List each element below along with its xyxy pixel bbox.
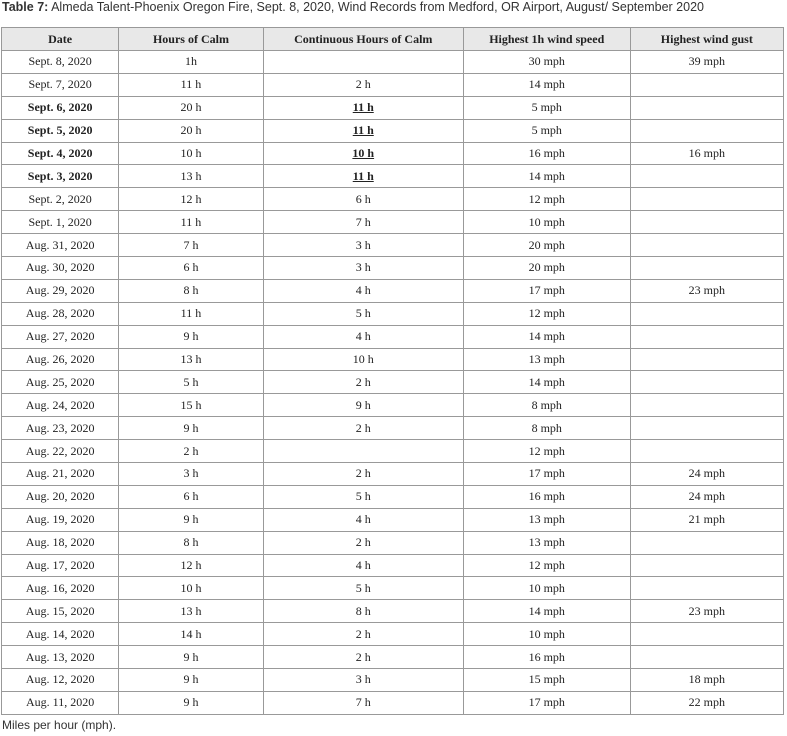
hours-of-calm-cell: 13 h	[119, 600, 263, 623]
highest-wind-gust-cell	[630, 302, 783, 325]
hours-of-calm-cell: 8 h	[119, 279, 263, 302]
header-date: Date	[2, 28, 119, 51]
highest-1h-wind-speed-cell: 17 mph	[463, 691, 630, 714]
hours-of-calm-cell: 9 h	[119, 646, 263, 669]
date-cell: Sept. 1, 2020	[2, 211, 119, 234]
hours-of-calm-cell: 2 h	[119, 440, 263, 463]
continuous-hours-of-calm-cell	[263, 51, 463, 74]
continuous-hours-of-calm-cell: 2 h	[263, 371, 463, 394]
hours-of-calm-cell: 14 h	[119, 623, 263, 646]
highest-1h-wind-speed-cell: 12 mph	[463, 554, 630, 577]
highest-wind-gust-cell	[630, 417, 783, 440]
date-cell: Aug. 18, 2020	[2, 531, 119, 554]
highest-wind-gust-cell	[630, 646, 783, 669]
continuous-hours-of-calm-cell: 4 h	[263, 279, 463, 302]
header-highest-1h-wind-speed: Highest 1h wind speed	[463, 28, 630, 51]
highest-wind-gust-cell: 23 mph	[630, 600, 783, 623]
date-cell: Aug. 27, 2020	[2, 325, 119, 348]
date-cell: Sept. 8, 2020	[2, 51, 119, 74]
table-row	[2, 302, 784, 325]
date-cell: Aug. 26, 2020	[2, 348, 119, 371]
hours-of-calm-cell: 13 h	[119, 348, 263, 371]
hours-of-calm-cell: 20 h	[119, 119, 263, 142]
hours-of-calm-cell: 9 h	[119, 508, 263, 531]
highest-1h-wind-speed-cell: 5 mph	[463, 96, 630, 119]
date-cell: Aug. 17, 2020	[2, 554, 119, 577]
highest-1h-wind-speed-cell: 5 mph	[463, 119, 630, 142]
table-body	[2, 51, 784, 715]
highest-wind-gust-cell	[630, 554, 783, 577]
table-row	[2, 577, 784, 600]
highest-1h-wind-speed-cell: 20 mph	[463, 257, 630, 280]
hours-of-calm-cell: 10 h	[119, 142, 263, 165]
date-cell: Aug. 31, 2020	[2, 234, 119, 257]
highest-1h-wind-speed-cell: 13 mph	[463, 508, 630, 531]
highest-1h-wind-speed-cell: 10 mph	[463, 623, 630, 646]
hours-of-calm-cell: 11 h	[119, 302, 263, 325]
table-row	[2, 646, 784, 669]
table-row	[2, 348, 784, 371]
continuous-hours-of-calm-cell	[263, 440, 463, 463]
highest-1h-wind-speed-cell: 14 mph	[463, 73, 630, 96]
hours-of-calm-cell: 12 h	[119, 188, 263, 211]
hours-of-calm-cell: 12 h	[119, 554, 263, 577]
table-row	[2, 51, 784, 74]
continuous-hours-of-calm-cell: 3 h	[263, 669, 463, 692]
table-row	[2, 119, 784, 142]
continuous-hours-of-calm-cell	[263, 119, 463, 142]
continuous-hours-of-calm-cell	[263, 96, 463, 119]
highest-1h-wind-speed-cell: 10 mph	[463, 577, 630, 600]
continuous-hours-of-calm-cell: 4 h	[263, 554, 463, 577]
highest-wind-gust-cell	[630, 394, 783, 417]
emphasized-value: 10 h	[352, 146, 375, 160]
date-cell: Aug. 19, 2020	[2, 508, 119, 531]
highest-1h-wind-speed-cell: 12 mph	[463, 188, 630, 211]
table-row	[2, 165, 784, 188]
continuous-hours-of-calm-cell: 2 h	[263, 531, 463, 554]
date-cell: Aug. 23, 2020	[2, 417, 119, 440]
continuous-hours-of-calm-cell: 8 h	[263, 600, 463, 623]
header-highest-wind-gust: Highest wind gust	[630, 28, 783, 51]
continuous-hours-of-calm-cell: 4 h	[263, 325, 463, 348]
hours-of-calm-cell: 6 h	[119, 257, 263, 280]
emphasized-value: 11 h	[352, 100, 374, 115]
table-row	[2, 669, 784, 692]
hours-of-calm-cell: 9 h	[119, 325, 263, 348]
highest-wind-gust-cell	[630, 188, 783, 211]
highest-1h-wind-speed-cell: 13 mph	[463, 348, 630, 371]
hours-of-calm-cell: 11 h	[119, 211, 263, 234]
table-row	[2, 508, 784, 531]
hours-of-calm-cell: 9 h	[119, 417, 263, 440]
highest-wind-gust-cell	[630, 165, 783, 188]
continuous-hours-of-calm-cell: 2 h	[263, 463, 463, 486]
continuous-hours-of-calm-cell: 3 h	[263, 234, 463, 257]
emphasized-value: 11 h	[352, 123, 374, 138]
date-cell: Aug. 14, 2020	[2, 623, 119, 646]
table-row	[2, 211, 784, 234]
continuous-hours-of-calm-cell: 6 h	[263, 188, 463, 211]
hours-of-calm-cell: 7 h	[119, 234, 263, 257]
table-row	[2, 394, 784, 417]
table-row	[2, 142, 784, 165]
table-row	[2, 279, 784, 302]
date-cell: Aug. 29, 2020	[2, 279, 119, 302]
highest-wind-gust-cell: 39 mph	[630, 51, 783, 74]
table-row	[2, 691, 784, 714]
continuous-hours-of-calm-cell: 10 h	[263, 348, 463, 371]
continuous-hours-of-calm-cell: 2 h	[263, 646, 463, 669]
highest-wind-gust-cell	[630, 577, 783, 600]
continuous-hours-of-calm-cell: 5 h	[263, 577, 463, 600]
continuous-hours-of-calm-cell: 3 h	[263, 257, 463, 280]
highest-wind-gust-cell: 22 mph	[630, 691, 783, 714]
caption-label: Table 7:	[2, 0, 49, 14]
highest-wind-gust-cell: 18 mph	[630, 669, 783, 692]
highest-wind-gust-cell: 23 mph	[630, 279, 783, 302]
continuous-hours-of-calm-cell	[263, 165, 463, 188]
highest-1h-wind-speed-cell: 14 mph	[463, 325, 630, 348]
date-cell: Aug. 16, 2020	[2, 577, 119, 600]
continuous-hours-of-calm-cell: 7 h	[263, 691, 463, 714]
table-row	[2, 234, 784, 257]
table-row	[2, 371, 784, 394]
table-row	[2, 325, 784, 348]
continuous-hours-of-calm-cell: 7 h	[263, 211, 463, 234]
highest-1h-wind-speed-cell: 14 mph	[463, 371, 630, 394]
highest-1h-wind-speed-cell: 16 mph	[463, 142, 630, 165]
date-cell: Aug. 22, 2020	[2, 440, 119, 463]
date-cell: Aug. 24, 2020	[2, 394, 119, 417]
highest-1h-wind-speed-cell: 13 mph	[463, 531, 630, 554]
highest-1h-wind-speed-cell: 17 mph	[463, 463, 630, 486]
highest-wind-gust-cell	[630, 623, 783, 646]
highest-wind-gust-cell: 16 mph	[630, 142, 783, 165]
table-row	[2, 188, 784, 211]
continuous-hours-of-calm-cell: 4 h	[263, 508, 463, 531]
header-hours-of-calm: Hours of Calm	[119, 28, 263, 51]
table-row	[2, 417, 784, 440]
date-cell: Sept. 2, 2020	[2, 188, 119, 211]
caption-text: Almeda Talent-Phoenix Oregon Fire, Sept. 8, 2020, Wind Records from Medford, OR Airport, August/ September 2020	[48, 0, 704, 14]
table-row	[2, 440, 784, 463]
table-row	[2, 531, 784, 554]
table-caption	[2, 0, 704, 14]
hours-of-calm-cell: 3 h	[119, 463, 263, 486]
hours-of-calm-cell: 20 h	[119, 96, 263, 119]
table-footnote: Miles per hour (mph).	[2, 718, 117, 732]
hours-of-calm-cell: 9 h	[119, 669, 263, 692]
continuous-hours-of-calm-cell: 2 h	[263, 623, 463, 646]
date-cell: Aug. 20, 2020	[2, 485, 119, 508]
continuous-hours-of-calm-cell: 2 h	[263, 73, 463, 96]
date-cell: Aug. 11, 2020	[2, 691, 119, 714]
hours-of-calm-cell: 5 h	[119, 371, 263, 394]
date-cell: Sept. 4, 2020	[2, 142, 119, 165]
header-row	[2, 28, 784, 51]
highest-1h-wind-speed-cell: 16 mph	[463, 646, 630, 669]
highest-1h-wind-speed-cell: 20 mph	[463, 234, 630, 257]
highest-1h-wind-speed-cell: 14 mph	[463, 165, 630, 188]
continuous-hours-of-calm-cell: 5 h	[263, 302, 463, 325]
continuous-hours-of-calm-cell: 2 h	[263, 417, 463, 440]
highest-1h-wind-speed-cell: 15 mph	[463, 669, 630, 692]
header-continuous-hours-of-calm: Continuous Hours of Calm	[263, 28, 463, 51]
date-cell: Sept. 3, 2020	[2, 165, 119, 188]
highest-wind-gust-cell	[630, 440, 783, 463]
hours-of-calm-cell: 6 h	[119, 485, 263, 508]
hours-of-calm-cell: 13 h	[119, 165, 263, 188]
continuous-hours-of-calm-cell: 9 h	[263, 394, 463, 417]
date-cell: Sept. 7, 2020	[2, 73, 119, 96]
highest-1h-wind-speed-cell: 16 mph	[463, 485, 630, 508]
highest-wind-gust-cell	[630, 371, 783, 394]
highest-1h-wind-speed-cell: 30 mph	[463, 51, 630, 74]
highest-1h-wind-speed-cell: 8 mph	[463, 394, 630, 417]
highest-1h-wind-speed-cell: 14 mph	[463, 600, 630, 623]
date-cell: Aug. 13, 2020	[2, 646, 119, 669]
table-row	[2, 463, 784, 486]
highest-wind-gust-cell	[630, 73, 783, 96]
table-row	[2, 600, 784, 623]
continuous-hours-of-calm-cell: 5 h	[263, 485, 463, 508]
table-row	[2, 257, 784, 280]
highest-wind-gust-cell	[630, 234, 783, 257]
highest-wind-gust-cell: 21 mph	[630, 508, 783, 531]
date-cell: Aug. 12, 2020	[2, 669, 119, 692]
highest-wind-gust-cell	[630, 325, 783, 348]
date-cell: Aug. 30, 2020	[2, 257, 119, 280]
hours-of-calm-cell: 1h	[119, 51, 263, 74]
date-cell: Sept. 6, 2020	[2, 96, 119, 119]
highest-wind-gust-cell	[630, 531, 783, 554]
date-cell: Aug. 21, 2020	[2, 463, 119, 486]
date-cell: Aug. 25, 2020	[2, 371, 119, 394]
table-row	[2, 485, 784, 508]
date-cell: Sept. 5, 2020	[2, 119, 119, 142]
highest-1h-wind-speed-cell: 12 mph	[463, 302, 630, 325]
wind-records-table	[1, 27, 784, 715]
date-cell: Aug. 28, 2020	[2, 302, 119, 325]
hours-of-calm-cell: 15 h	[119, 394, 263, 417]
date-cell: Aug. 15, 2020	[2, 600, 119, 623]
hours-of-calm-cell: 9 h	[119, 691, 263, 714]
highest-wind-gust-cell	[630, 119, 783, 142]
emphasized-value: 11 h	[352, 168, 374, 183]
table-row	[2, 96, 784, 119]
hours-of-calm-cell: 10 h	[119, 577, 263, 600]
continuous-hours-of-calm-cell	[263, 142, 463, 165]
highest-1h-wind-speed-cell: 12 mph	[463, 440, 630, 463]
hours-of-calm-cell: 11 h	[119, 73, 263, 96]
highest-wind-gust-cell	[630, 211, 783, 234]
table-row	[2, 554, 784, 577]
table-row	[2, 623, 784, 646]
highest-wind-gust-cell	[630, 348, 783, 371]
highest-wind-gust-cell	[630, 257, 783, 280]
highest-1h-wind-speed-cell: 17 mph	[463, 279, 630, 302]
highest-wind-gust-cell	[630, 96, 783, 119]
hours-of-calm-cell: 8 h	[119, 531, 263, 554]
table-row	[2, 73, 784, 96]
highest-1h-wind-speed-cell: 10 mph	[463, 211, 630, 234]
highest-wind-gust-cell: 24 mph	[630, 463, 783, 486]
highest-1h-wind-speed-cell: 8 mph	[463, 417, 630, 440]
highest-wind-gust-cell: 24 mph	[630, 485, 783, 508]
